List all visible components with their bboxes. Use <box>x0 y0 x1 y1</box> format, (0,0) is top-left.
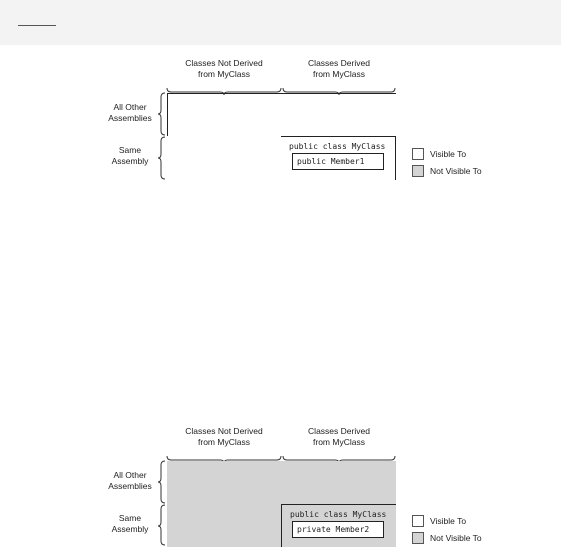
row-brace <box>158 505 165 545</box>
region-other-assemblies-not-derived <box>167 93 282 136</box>
row-label-line: All Other <box>113 470 147 480</box>
top-toolbar <box>0 0 561 45</box>
legend-not-visible-swatch <box>412 532 424 544</box>
row-brace <box>158 137 165 179</box>
member-box: private Member2 <box>292 521 384 538</box>
row-label-line: Same <box>118 145 142 155</box>
toolbar-tab-indicator[interactable] <box>18 25 56 26</box>
class-declaration: public class MyClass <box>289 142 386 151</box>
row-label-line: Assembly <box>111 524 149 534</box>
row-label-line: Same <box>118 513 142 523</box>
column-header-line: from MyClass <box>313 437 365 447</box>
row-brace <box>158 461 165 503</box>
legend-visible-swatch <box>412 148 424 160</box>
column-header-line: Classes Derived <box>308 58 370 68</box>
class-declaration: public class MyClass <box>290 510 387 519</box>
legend-visible-swatch <box>412 515 424 527</box>
accessibility-diagram-public-member <box>0 55 561 195</box>
row-label-line: All Other <box>113 102 147 112</box>
member-box: public Member1 <box>292 153 384 170</box>
row-label-line: Assemblies <box>108 113 152 123</box>
column-header-line: Classes Not Derived <box>185 58 263 68</box>
column-header-line: Classes Not Derived <box>185 426 263 436</box>
column-header-line: from MyClass <box>313 69 365 79</box>
legend-visible-label: Visible To <box>430 149 467 159</box>
legend-not-visible-label: Not Visible To <box>430 533 482 543</box>
row-label-line: Assemblies <box>108 481 152 491</box>
legend-not-visible-label: Not Visible To <box>430 166 482 176</box>
accessibility-diagram-private-member <box>0 423 561 547</box>
region-other-assemblies-derived <box>282 93 396 136</box>
legend-visible-label: Visible To <box>430 516 467 526</box>
legend-not-visible-swatch <box>412 165 424 177</box>
row-brace <box>158 93 165 135</box>
column-header-line: from MyClass <box>198 437 250 447</box>
column-header-line: Classes Derived <box>308 426 370 436</box>
column-header-line: from MyClass <box>198 69 250 79</box>
row-label-line: Assembly <box>111 156 149 166</box>
